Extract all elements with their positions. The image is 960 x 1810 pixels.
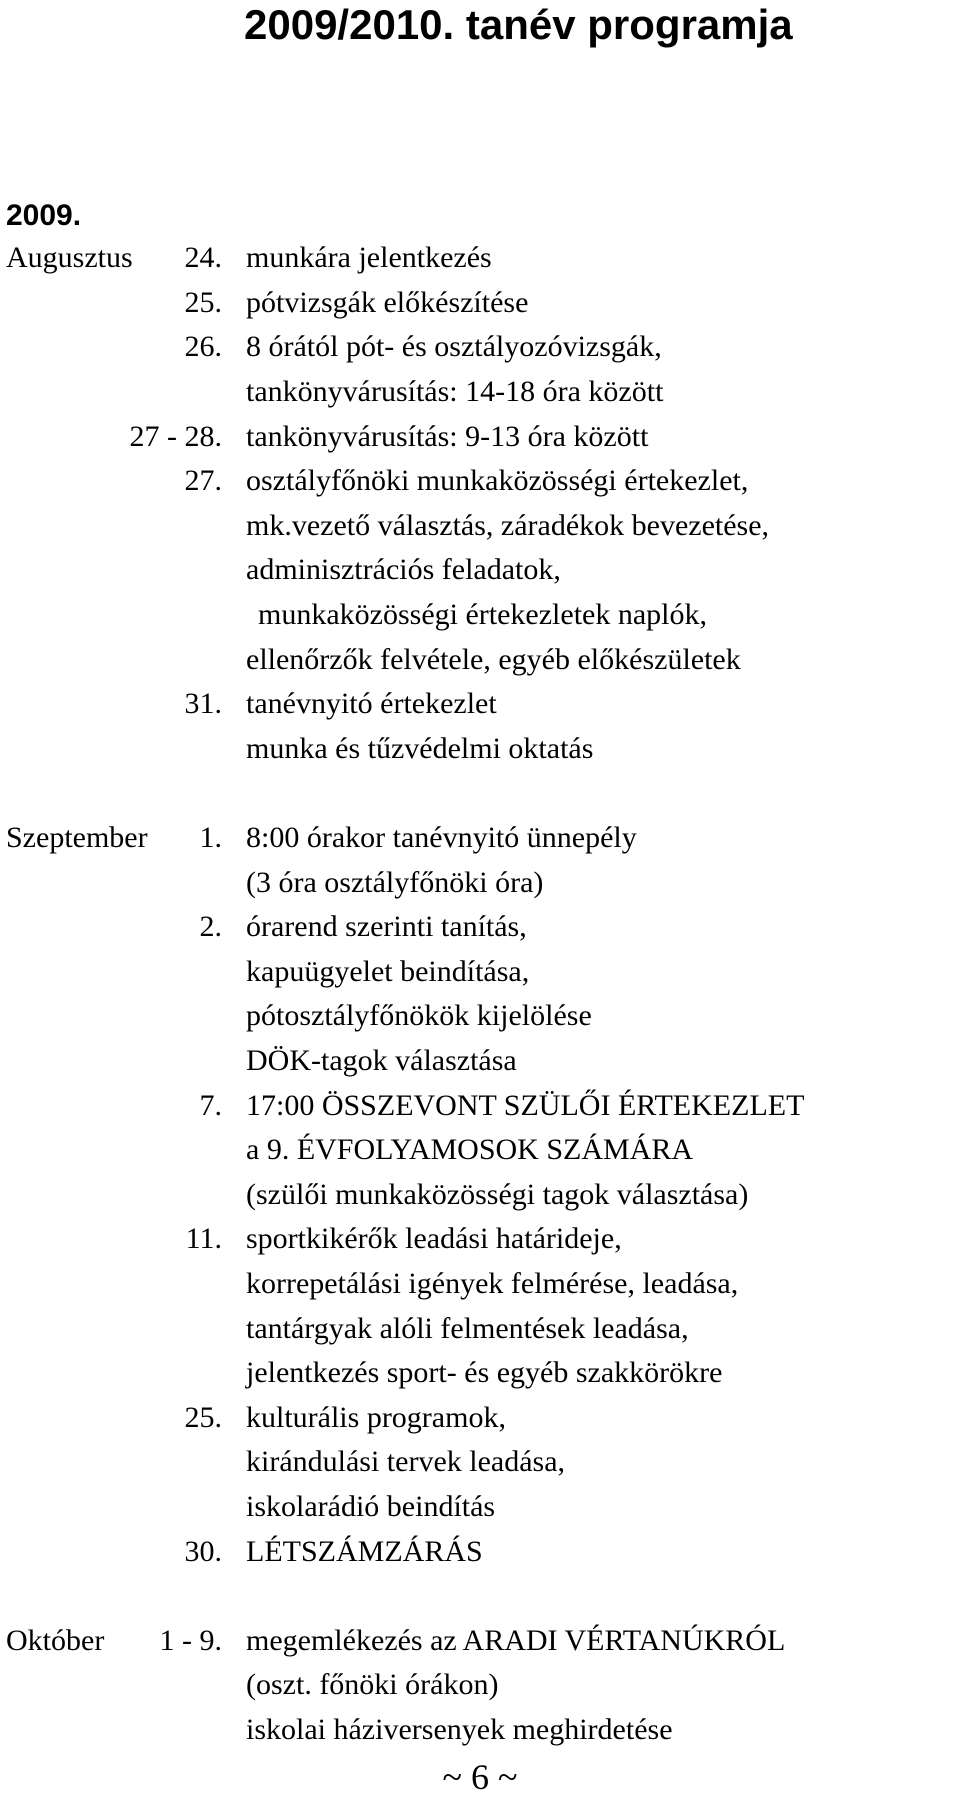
schedule-row xyxy=(0,1708,960,1753)
schedule-text: munka és tűzvédelmi oktatás xyxy=(246,731,594,765)
schedule-row xyxy=(0,504,960,549)
page-number: ~ 6 ~ xyxy=(442,1757,518,1797)
schedule-row xyxy=(0,1306,960,1351)
schedule-row xyxy=(0,1618,960,1663)
schedule-day: 24. xyxy=(184,241,222,275)
schedule-text: munkára jelentkezés xyxy=(246,241,492,275)
schedule-date: 25. xyxy=(184,1400,222,1434)
schedule-month: Augusztus xyxy=(6,241,133,275)
schedule-row xyxy=(0,1217,960,1262)
schedule-text: tankönyvárusítás: 14-18 óra között xyxy=(246,375,664,409)
schedule-row xyxy=(0,1663,960,1708)
schedule-text: sportkikérők leadási határideje, xyxy=(246,1222,622,1256)
schedule-text: tantárgyak alóli felmentések leadása, xyxy=(246,1311,689,1345)
schedule-row xyxy=(0,860,960,905)
schedule-text: (szülői munkaközösségi tagok választása) xyxy=(246,1177,749,1211)
schedule-row xyxy=(0,994,960,1039)
schedule-text: megemlékezés az ARADI VÉRTANÚKRÓL xyxy=(246,1623,786,1657)
schedule-row xyxy=(0,682,960,727)
schedule-day: 1. xyxy=(199,821,222,855)
schedule-text: kirándulási tervek leadása, xyxy=(246,1445,566,1479)
schedule-month: Október xyxy=(6,1623,105,1657)
schedule-text: tanévnyitó értekezlet xyxy=(246,687,497,721)
schedule-text: LÉTSZÁMZÁRÁS xyxy=(246,1534,483,1568)
schedule-row xyxy=(0,1172,960,1217)
schedule-date: 25. xyxy=(184,285,222,319)
schedule-text: adminisztrációs feladatok, xyxy=(246,553,561,587)
schedule-date: 30. xyxy=(184,1534,222,1568)
schedule-row xyxy=(0,1351,960,1396)
schedule-row xyxy=(0,637,960,682)
schedule-text: pótvizsgák előkészítése xyxy=(246,285,529,319)
schedule-row xyxy=(0,236,960,281)
schedule-date xyxy=(0,821,222,855)
schedule-row xyxy=(0,1485,960,1530)
schedule-text: kapuügyelet beindítása, xyxy=(246,954,530,988)
schedule-text: jelentkezés sport- és egyéb szakkörökre xyxy=(246,1356,723,1390)
schedule-row xyxy=(0,950,960,995)
schedule-row xyxy=(0,325,960,370)
schedule-row xyxy=(0,1083,960,1128)
schedule-date: 7. xyxy=(199,1088,222,1122)
schedule-date xyxy=(0,241,222,275)
schedule-text: mk.vezető választás, záradékok bevezetése, xyxy=(246,508,770,542)
schedule-text: (3 óra osztályfőnöki óra) xyxy=(246,865,544,899)
schedule-row xyxy=(0,727,960,772)
schedule-row xyxy=(0,281,960,326)
schedule-list xyxy=(0,236,960,1752)
schedule-text: korrepetálási igények felmérése, leadása, xyxy=(246,1266,739,1300)
schedule-row xyxy=(0,370,960,415)
schedule-text: iskolai háziversenyek meghirdetése xyxy=(246,1712,673,1746)
schedule-row xyxy=(0,1128,960,1173)
schedule-row xyxy=(0,816,960,861)
schedule-row xyxy=(0,1262,960,1307)
schedule-day: 1 - 9. xyxy=(159,1623,222,1657)
schedule-date: 2. xyxy=(199,910,222,944)
schedule-row xyxy=(0,1039,960,1084)
schedule-text: DÖK-tagok választása xyxy=(246,1043,517,1077)
schedule-row xyxy=(0,548,960,593)
schedule-date: 31. xyxy=(184,687,222,721)
schedule-month: Szeptember xyxy=(6,821,148,855)
schedule-text: munkaközösségi értekezletek naplók, xyxy=(258,598,708,632)
schedule-date: 11. xyxy=(185,1222,222,1256)
schedule-text: iskolarádió beindítás xyxy=(246,1489,496,1523)
schedule-text: tankönyvárusítás: 9-13 óra között xyxy=(246,419,649,453)
schedule-text: 8 órától pót- és osztályozóvizsgák, xyxy=(246,330,662,364)
schedule-text: pótosztályfőnökök kijelölése xyxy=(246,999,592,1033)
schedule-text: osztályfőnöki munkaközösségi értekezlet, xyxy=(246,464,749,498)
schedule-text: 17:00 ÖSSZEVONT SZÜLŐI ÉRTEKEZLET xyxy=(246,1088,805,1122)
schedule-date: 27 - 28. xyxy=(129,419,222,453)
schedule-row xyxy=(0,459,960,504)
schedule-date xyxy=(0,1624,222,1658)
schedule-date: 26. xyxy=(184,330,222,364)
schedule-row xyxy=(0,905,960,950)
schedule-text: órarend szerinti tanítás, xyxy=(246,910,527,944)
year-heading: 2009. xyxy=(6,199,82,232)
schedule-row xyxy=(0,1529,960,1574)
schedule-text: kulturális programok, xyxy=(246,1400,506,1434)
schedule-text: (oszt. főnöki órákon) xyxy=(246,1668,499,1702)
schedule-row xyxy=(0,1440,960,1485)
schedule-row xyxy=(0,593,960,638)
schedule-row xyxy=(0,414,960,459)
page-title: 2009/2010. tanév programja xyxy=(244,1,793,48)
schedule-text: a 9. ÉVFOLYAMOSOK SZÁMÁRA xyxy=(246,1133,694,1167)
schedule-text: ellenőrzők felvétele, egyéb előkészületek xyxy=(246,642,741,676)
schedule-text: 8:00 órakor tanévnyitó ünnepély xyxy=(246,821,637,855)
schedule-date: 27. xyxy=(184,464,222,498)
schedule-row xyxy=(0,1395,960,1440)
